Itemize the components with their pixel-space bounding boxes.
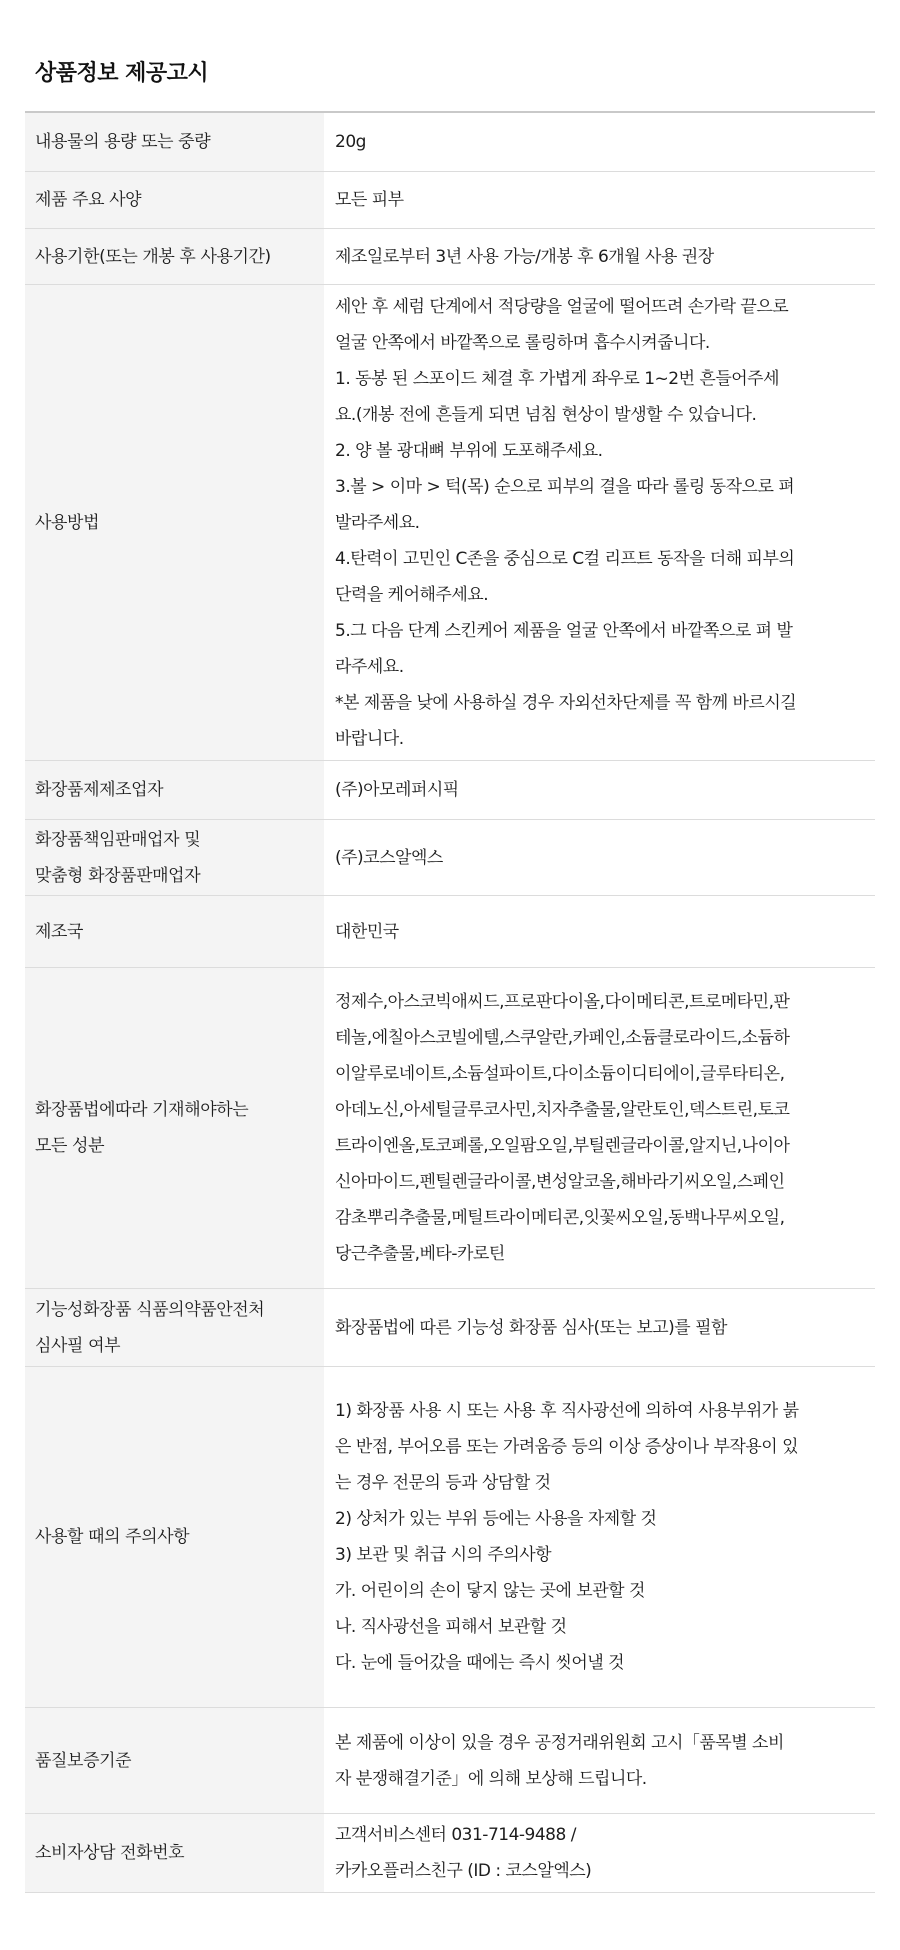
- table-row-precautions: [25, 1367, 875, 1708]
- row-label: 내용물의 용량 또는 중량: [25, 113, 324, 171]
- table-row-usage: [25, 285, 875, 761]
- row-value-text: (주)아모레퍼시픽: [335, 780, 459, 800]
- row-value-text: 화장품법에 따른 기능성 화장품 심사(또는 보고)를 필함: [335, 1317, 727, 1338]
- row-label: 화장품법에따라 기재해야하는 모든 성분: [25, 968, 324, 1288]
- table-row-functional-review: [25, 1289, 875, 1367]
- row-label: 제조국: [25, 896, 324, 967]
- row-label: 화장품제제조업자: [25, 761, 324, 819]
- table-row-country: [25, 896, 875, 968]
- table-row-quality-standard: [25, 1708, 875, 1814]
- row-value-text: 제조일로부터 3년 사용 가능/개봉 후 6개월 사용 권장: [335, 246, 714, 267]
- row-value-text: 모든 피부: [335, 190, 404, 210]
- row-value-text: 20g: [335, 132, 366, 152]
- row-label: 사용방법: [25, 285, 324, 760]
- table-row-ingredients: [25, 968, 875, 1289]
- row-label: 기능성화장품 식품의약품안전처 심사필 여부: [25, 1289, 324, 1366]
- row-value-text: 정제수,아스코빅애씨드,프로판다이올,다이메티콘,트로메타민,판 테놀,에칠아스코빌에텔,스쿠알란,카페인,소듐클로라이드,소듐하 이알루로네이트,소듐설파이트,다이소듐이디티에이,글루타티온, 아데노신,아세틸글루코사민,치자추출물,알란토인,덱스트린,토코 트라이엔올,토코페롤,오일팜오일,부틸렌글라이콜,알지닌,나이아 신아마이드,펜틸렌글라이콜,변성알코올,해바라기씨오일,스페인 감초뿌리추출물,메틸트라이메티콘,잇꽃씨오일,동백나무씨오일, 당근추출물,베타-카로틴: [335, 992, 790, 1264]
- row-value-text: 1) 화장품 사용 시 또는 사용 후 직사광선에 의하여 사용부위가 붉 은 반점, 부어오름 또는 가려움증 등의 이상 증상이나 부작용이 있 는 경우 전문의 등과 상담할 것 2) 상처가 있는 부위 등에는 사용을 자제할 것 3) 보관 및 취급 시의 주의사항 가. 어린이의 손이 닿지 않는 곳에 보관할 것 나. 직사광선을 피해서 보관할 것 다. 눈에 들어갔을 때에는 즉시 씻어낼 것: [335, 1401, 799, 1673]
- table-row-volume: [25, 113, 875, 172]
- row-value: [324, 1367, 875, 1707]
- row-value-text: 대한민국: [335, 921, 399, 942]
- row-value-text: 본 제품에 이상이 있을 경우 공정거래위원회 고시「품목별 소비 자 분쟁해결기준」에 의해 보상해 드립니다.: [335, 1732, 784, 1789]
- row-label: 소비자상담 전화번호: [25, 1814, 324, 1892]
- row-value: [324, 229, 875, 284]
- section-title: 상품정보 제공고시: [35, 61, 209, 86]
- row-value: [324, 285, 875, 760]
- row-value: [324, 172, 875, 228]
- product-info-table: [25, 111, 875, 1893]
- row-label: 사용할 때의 주의사항: [25, 1367, 324, 1707]
- row-value: [324, 1708, 875, 1813]
- table-row-expiration: [25, 229, 875, 285]
- row-value: [324, 113, 875, 171]
- row-value-text: 세안 후 세럼 단계에서 적당량을 얼굴에 떨어뜨려 손가락 끝으로 얼굴 안쪽에서 바깥쪽으로 롤링하며 흡수시켜줍니다. 1. 동봉 된 스포이드 체결 후 가볍게 좌우로 1~2번 흔들어주세 요.(개봉 전에 흔들게 되면 넘침 현상이 발생할 수 있습니다. 2. 양 볼 광대뼈 부위에 도포해주세요. 3.볼 > 이마 > 턱(목) 순으로 피부의 결을 따라 롤링 동작으로 펴 발라주세요. 4.탄력이 고민인 C존을 중심으로 C컬 리프트 동작을 더해 피부의 단력을 케어해주세요. 5.그 다음 단계 스킨케어 제품을 얼굴 안쪽에서 바깥쪽으로 펴 발 라주세요. *본 제품을 낮에 사용하실 경우 자외선차단제를 꼭 함께 바르시길 바랍니다.: [335, 296, 797, 749]
- row-value: [324, 820, 875, 895]
- table-row-specification: [25, 172, 875, 229]
- table-row-consumer-contact: [25, 1814, 875, 1893]
- row-label: 제품 주요 사양: [25, 172, 324, 228]
- row-value-text: (주)코스알엑스: [335, 847, 443, 868]
- row-label: 사용기한(또는 개봉 후 사용기간): [25, 229, 324, 284]
- row-label: 화장품책임판매업자 및 맞춤형 화장품판매업자: [25, 820, 324, 895]
- row-value: [324, 968, 875, 1288]
- row-value: [324, 896, 875, 967]
- row-value-text: 고객서비스센터 031-714-9488 / 카카오플러스친구 (ID : 코스알엑스): [335, 1825, 592, 1881]
- table-row-manufacturer: [25, 761, 875, 820]
- row-value: [324, 1289, 875, 1366]
- row-value: [324, 1814, 875, 1892]
- row-value: [324, 761, 875, 819]
- table-row-distributor: [25, 820, 875, 896]
- row-label: 품질보증기준: [25, 1708, 324, 1813]
